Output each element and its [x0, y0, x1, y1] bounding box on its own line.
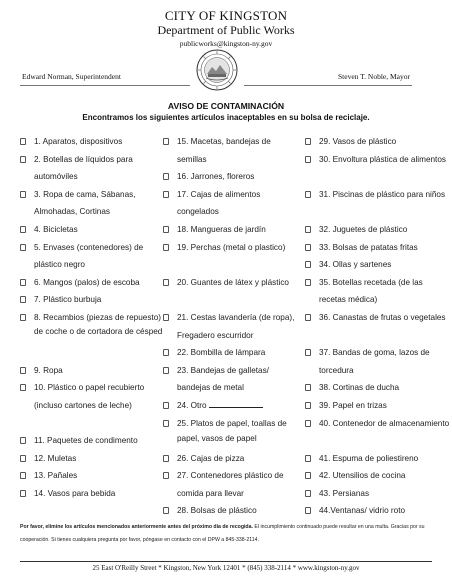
checkbox-icon[interactable] — [163, 173, 169, 180]
list-item[interactable]: 39. Papel en trizas — [302, 397, 450, 415]
items-column-3 — [302, 133, 450, 520]
checkbox-icon[interactable] — [163, 279, 169, 286]
checkbox-icon[interactable] — [305, 191, 311, 198]
list-item[interactable]: 21. Cestas lavandería (de ropa), Fregadero escurridor — [160, 309, 302, 344]
list-item[interactable]: 27. Contenedores plástico de comida para llevar — [160, 467, 302, 502]
list-item[interactable]: 34. Ollas y sartenes — [302, 256, 450, 274]
notice-title: AVISO DE CONTAMINACIÓN — [167, 101, 285, 111]
footer-note-bold: Por favor, elimine los artículos mencionados anteriormente antes del próximo día de recogida. — [20, 524, 253, 530]
checkbox-icon[interactable] — [163, 472, 169, 479]
checkbox-icon[interactable] — [305, 156, 311, 163]
notice-subtitle: Encontramos los siguientes artículos inaceptables en su bolsa de reciclaje. — [82, 113, 370, 122]
checkbox-icon[interactable] — [305, 384, 311, 391]
list-item[interactable]: 40. Contenedor de almacenamiento — [302, 415, 450, 450]
superintendent-name: Edward Norman, Superintendent — [22, 72, 121, 81]
department-name: Department of Public Works — [157, 23, 295, 37]
list-item[interactable]: 35. Botellas recetada (de las recetas médica) — [302, 274, 450, 309]
checkbox-icon[interactable] — [163, 226, 169, 233]
checkbox-icon[interactable] — [163, 420, 169, 427]
items-column-1 — [17, 133, 165, 503]
list-item[interactable]: 22. Bombilla de lámpara — [160, 344, 302, 362]
list-item[interactable]: 6. Mangos (palos) de escoba — [17, 274, 165, 292]
checkbox-icon[interactable] — [163, 455, 169, 462]
list-item[interactable]: 5. Envases (contenedores) de plástico negro — [17, 239, 165, 274]
checkbox-icon[interactable] — [20, 367, 26, 374]
mayor-name: Steven T. Noble, Mayor — [337, 72, 410, 81]
header-divider-left — [20, 85, 190, 86]
list-item[interactable]: 12. Muletas — [17, 450, 165, 468]
checkbox-icon[interactable] — [305, 455, 311, 462]
list-item[interactable]: 14. Vasos para bebida — [17, 485, 165, 503]
list-item[interactable]: 9. Ropa — [17, 362, 165, 380]
checkbox-icon[interactable] — [305, 507, 311, 514]
footer-address: 25 East O'Reilly Street * Kingston, New York 12401 * (845) 338-2114 * www.kingston-ny.gov — [92, 564, 360, 572]
list-item[interactable]: 7. Plástico burbuja — [17, 291, 165, 309]
checkbox-icon[interactable] — [20, 490, 26, 497]
checkbox-icon[interactable] — [305, 472, 311, 479]
checkbox-icon[interactable] — [305, 244, 311, 251]
list-item[interactable]: 24. Otro — [160, 397, 302, 415]
header-divider-right — [244, 85, 412, 86]
checkbox-icon[interactable] — [20, 191, 26, 198]
checkbox-icon[interactable] — [20, 296, 26, 303]
checkbox-icon[interactable] — [163, 191, 169, 198]
checkbox-icon[interactable] — [305, 314, 311, 321]
footer-divider — [20, 561, 432, 562]
list-item[interactable]: 30. Envoltura plástica de alimentos — [302, 151, 450, 186]
list-item[interactable]: 3. Ropa de cama, Sábanas, Almohadas, Cortinas — [17, 186, 165, 221]
list-item[interactable]: 11. Paquetes de condimento — [17, 432, 165, 450]
list-item[interactable]: 37. Bandas de goma, lazos de torcedura — [302, 344, 450, 379]
list-item[interactable]: 25. Platos de papel, toallas de papel, vasos de papel — [160, 415, 302, 450]
checkbox-icon[interactable] — [163, 349, 169, 356]
list-item[interactable]: 19. Perchas (metal o plastico) — [160, 239, 302, 274]
checkbox-icon[interactable] — [20, 279, 26, 286]
checkbox-icon[interactable] — [163, 138, 169, 145]
list-item[interactable]: 31. Piscinas de plástico para niños — [302, 186, 450, 221]
checkbox-icon[interactable] — [163, 367, 169, 374]
checkbox-icon[interactable] — [20, 138, 26, 145]
list-item[interactable]: 44.Ventanas/ vidrio roto — [302, 502, 450, 520]
other-blank-line[interactable] — [209, 399, 263, 408]
list-item[interactable]: 10. Plástico o papel recubierto (incluso cartones de leche) — [17, 379, 165, 432]
checkbox-icon[interactable] — [163, 244, 169, 251]
checkbox-icon[interactable] — [305, 420, 311, 427]
list-item[interactable]: 32. Juguetes de plástico — [302, 221, 450, 239]
checkbox-icon[interactable] — [20, 455, 26, 462]
list-item[interactable]: 2. Botellas de líquidos para automóviles — [17, 151, 165, 186]
checkbox-icon[interactable] — [305, 349, 311, 356]
list-item[interactable]: 43. Persianas — [302, 485, 450, 503]
checkbox-icon[interactable] — [20, 384, 26, 391]
list-item[interactable]: 42. Utensilios de cocina — [302, 467, 450, 485]
list-item[interactable]: 18. Mangueras de jardín — [160, 221, 302, 239]
checkbox-icon[interactable] — [20, 226, 26, 233]
checkbox-icon[interactable] — [305, 490, 311, 497]
list-item[interactable]: 23. Bandejas de galletas/ bandejas de metal — [160, 362, 302, 397]
list-item[interactable]: 15. Macetas, bandejas de semillas — [160, 133, 302, 168]
city-seal-icon — [196, 49, 238, 91]
list-item[interactable]: 29. Vasos de plástico — [302, 133, 450, 151]
checkbox-icon[interactable] — [305, 261, 311, 268]
checkbox-icon[interactable] — [20, 472, 26, 479]
list-item[interactable]: 16. Jarrones, floreros — [160, 168, 302, 186]
list-item[interactable]: 26. Cajas de pizza — [160, 450, 302, 468]
department-email: publicworks@kingston-ny.gov — [179, 39, 273, 48]
checkbox-icon[interactable] — [20, 156, 26, 163]
list-item[interactable]: 36. Canastas de frutas o vegetales — [302, 309, 450, 344]
list-item[interactable]: 13. Pañales — [17, 467, 165, 485]
checkbox-icon[interactable] — [163, 402, 169, 409]
city-name: CITY OF KINGSTON — [164, 8, 288, 23]
checkbox-icon[interactable] — [20, 314, 26, 321]
items-column-2 — [160, 133, 302, 520]
checkbox-icon[interactable] — [305, 279, 311, 286]
checkbox-icon[interactable] — [305, 402, 311, 409]
list-item[interactable]: 17. Cajas de alimentos congelados — [160, 186, 302, 221]
list-item[interactable]: 1. Aparatos, dispositivos — [17, 133, 165, 151]
list-item[interactable]: 38. Cortinas de ducha — [302, 379, 450, 397]
list-item[interactable]: 28. Bolsas de plástico — [160, 502, 302, 520]
checkbox-icon[interactable] — [305, 226, 311, 233]
list-item[interactable]: 33. Bolsas de patatas fritas — [302, 239, 450, 257]
list-item[interactable]: 8. Recambios (piezas de repuesto) de coche o de cortadora de césped — [17, 309, 165, 362]
footer-note — [20, 521, 432, 547]
footer-note-text: El incumplimiento continuado puede resultar en una multa. Gracias por su cooperación. Si tienes cualquiera pregunta por favor, póngase en contacto con el DPW a 845-338-2114. — [20, 524, 425, 543]
checkbox-icon[interactable] — [163, 507, 169, 514]
list-item[interactable]: 4. Bicicletas — [17, 221, 165, 239]
list-item[interactable]: 41. Espuma de poliestireno — [302, 450, 450, 468]
checkbox-icon[interactable] — [20, 244, 26, 251]
checkbox-icon[interactable] — [305, 138, 311, 145]
checkbox-icon[interactable] — [20, 437, 26, 444]
checkbox-icon[interactable] — [163, 314, 169, 321]
list-item[interactable]: 20. Guantes de látex y plástico — [160, 274, 302, 309]
